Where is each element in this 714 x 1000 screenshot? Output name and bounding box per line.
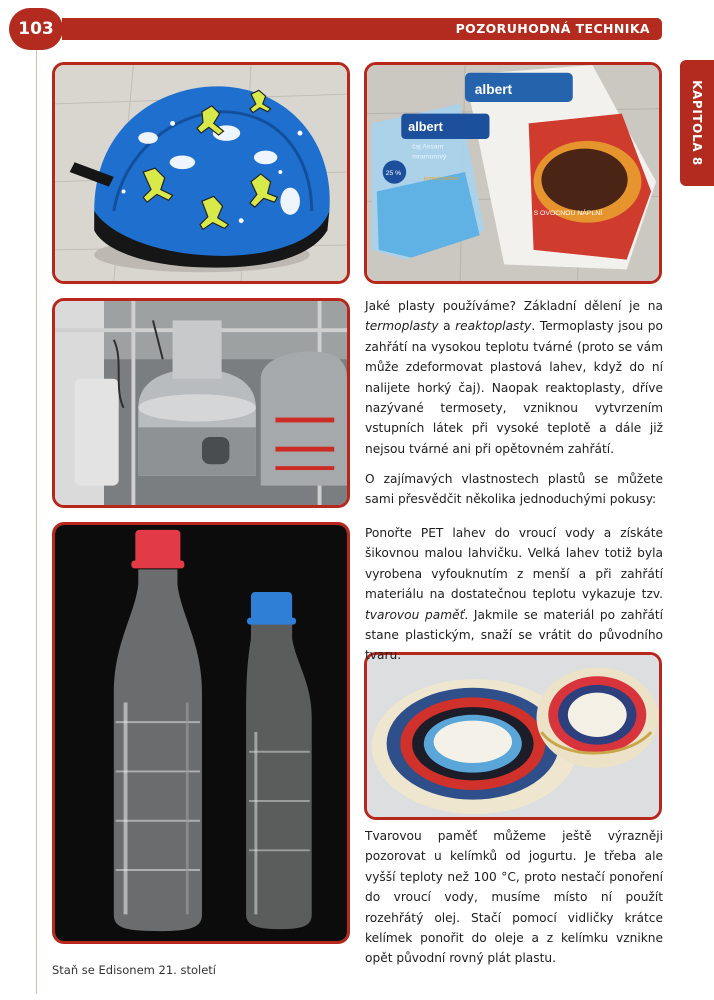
paragraph-plastics-types-text <box>365 296 663 459</box>
paragraph-plastics-types <box>365 296 663 459</box>
bottles-illustration <box>55 525 347 941</box>
term-thermoplastics: termoplasty <box>365 319 439 334</box>
product-label-3: jemné pečivo <box>423 175 459 182</box>
section-title: POZORUHODNÁ TECHNIKA <box>455 21 650 36</box>
term-thermosets: reaktoplasty <box>455 319 532 334</box>
paragraph-yogurt-cups <box>365 826 663 969</box>
brand-label-1: albert <box>474 82 513 98</box>
page-number: 103 <box>9 8 63 50</box>
product-label-4: S OVOCNOU NÁPLNÍ <box>533 209 603 217</box>
text-run: . Jakmile se materiál po zahřátí stane plastickým, snaží se vrátit do původního tvaru. <box>365 607 663 663</box>
text-run: a <box>438 319 456 334</box>
pet-bottles-photo <box>52 522 350 944</box>
helmet-photo <box>52 62 350 284</box>
term-shape-memory: tvarovou paměť <box>365 607 465 622</box>
reactor-illustration <box>55 301 347 505</box>
paragraph-experiments-intro-text: O zajímavých vlastnostech plastů se můžete sami přesvědčit několika jednoduchými pokusy: <box>365 472 663 507</box>
paragraph-pet-bottle-text <box>365 523 663 666</box>
product-label-1: čaj Assam <box>412 143 444 151</box>
header-bar <box>62 18 662 40</box>
product-label-2: mramorový <box>412 153 447 161</box>
brand-label-2: albert <box>408 120 443 135</box>
text-run: Jaké plasty používáme? Základní dělení je na <box>365 299 663 313</box>
text-run: Ponořte PET lahev do vroucí vody a získáte šikovnou malou lahvičku. Velká lahev totiž byla vyrobena vyfouknutím z menší a při zahřátí materiálu na dostatečnou teplotu vykazuje tzv. <box>365 526 663 602</box>
margin-line <box>36 50 37 994</box>
food-packaging-photo <box>364 62 662 284</box>
paragraph-yogurt-cups-text: Tvarovou paměť můžeme ještě výrazněji pozorovat u kelímků od jogurtu. Je třeba ale vyšší teploty než 100 °C, proto nestačí ponoření do vroucí vody, musíme místo ní použít rozehřátý olej. Stačí pomocí vidličky krátce kelímek ponořit do oleje a z kelímku vznikne opět původní rovný plát plastu. <box>365 829 663 966</box>
cups-illustration <box>367 655 659 817</box>
paragraph-experiments-intro <box>365 469 663 510</box>
footer-text: Staň se Edisonem 21. století <box>52 963 216 977</box>
flattened-cups-photo <box>364 652 662 820</box>
text-run: . Termoplasty jsou po zahřátí na vysokou teplotu tvárné (proto se vám může zdeformovat plastová lahev, když do ní nalijete horký čaj). Naopak reaktoplasty, dříve nazývané termosety, vzniknou vytvrzením vstupních látek při vysoké teplotě a dále již nejsou tvárné ani při opětovném zahřátí. <box>365 319 663 456</box>
chapter-tab <box>680 60 714 186</box>
helmet-illustration <box>55 65 347 281</box>
discount-badge: 25 % <box>385 169 402 177</box>
chemical-reactor-photo <box>52 298 350 508</box>
chapter-tab-label: KAPITOLA 8 <box>690 80 704 166</box>
packaging-illustration <box>367 65 659 281</box>
paragraph-pet-bottle <box>365 523 663 666</box>
